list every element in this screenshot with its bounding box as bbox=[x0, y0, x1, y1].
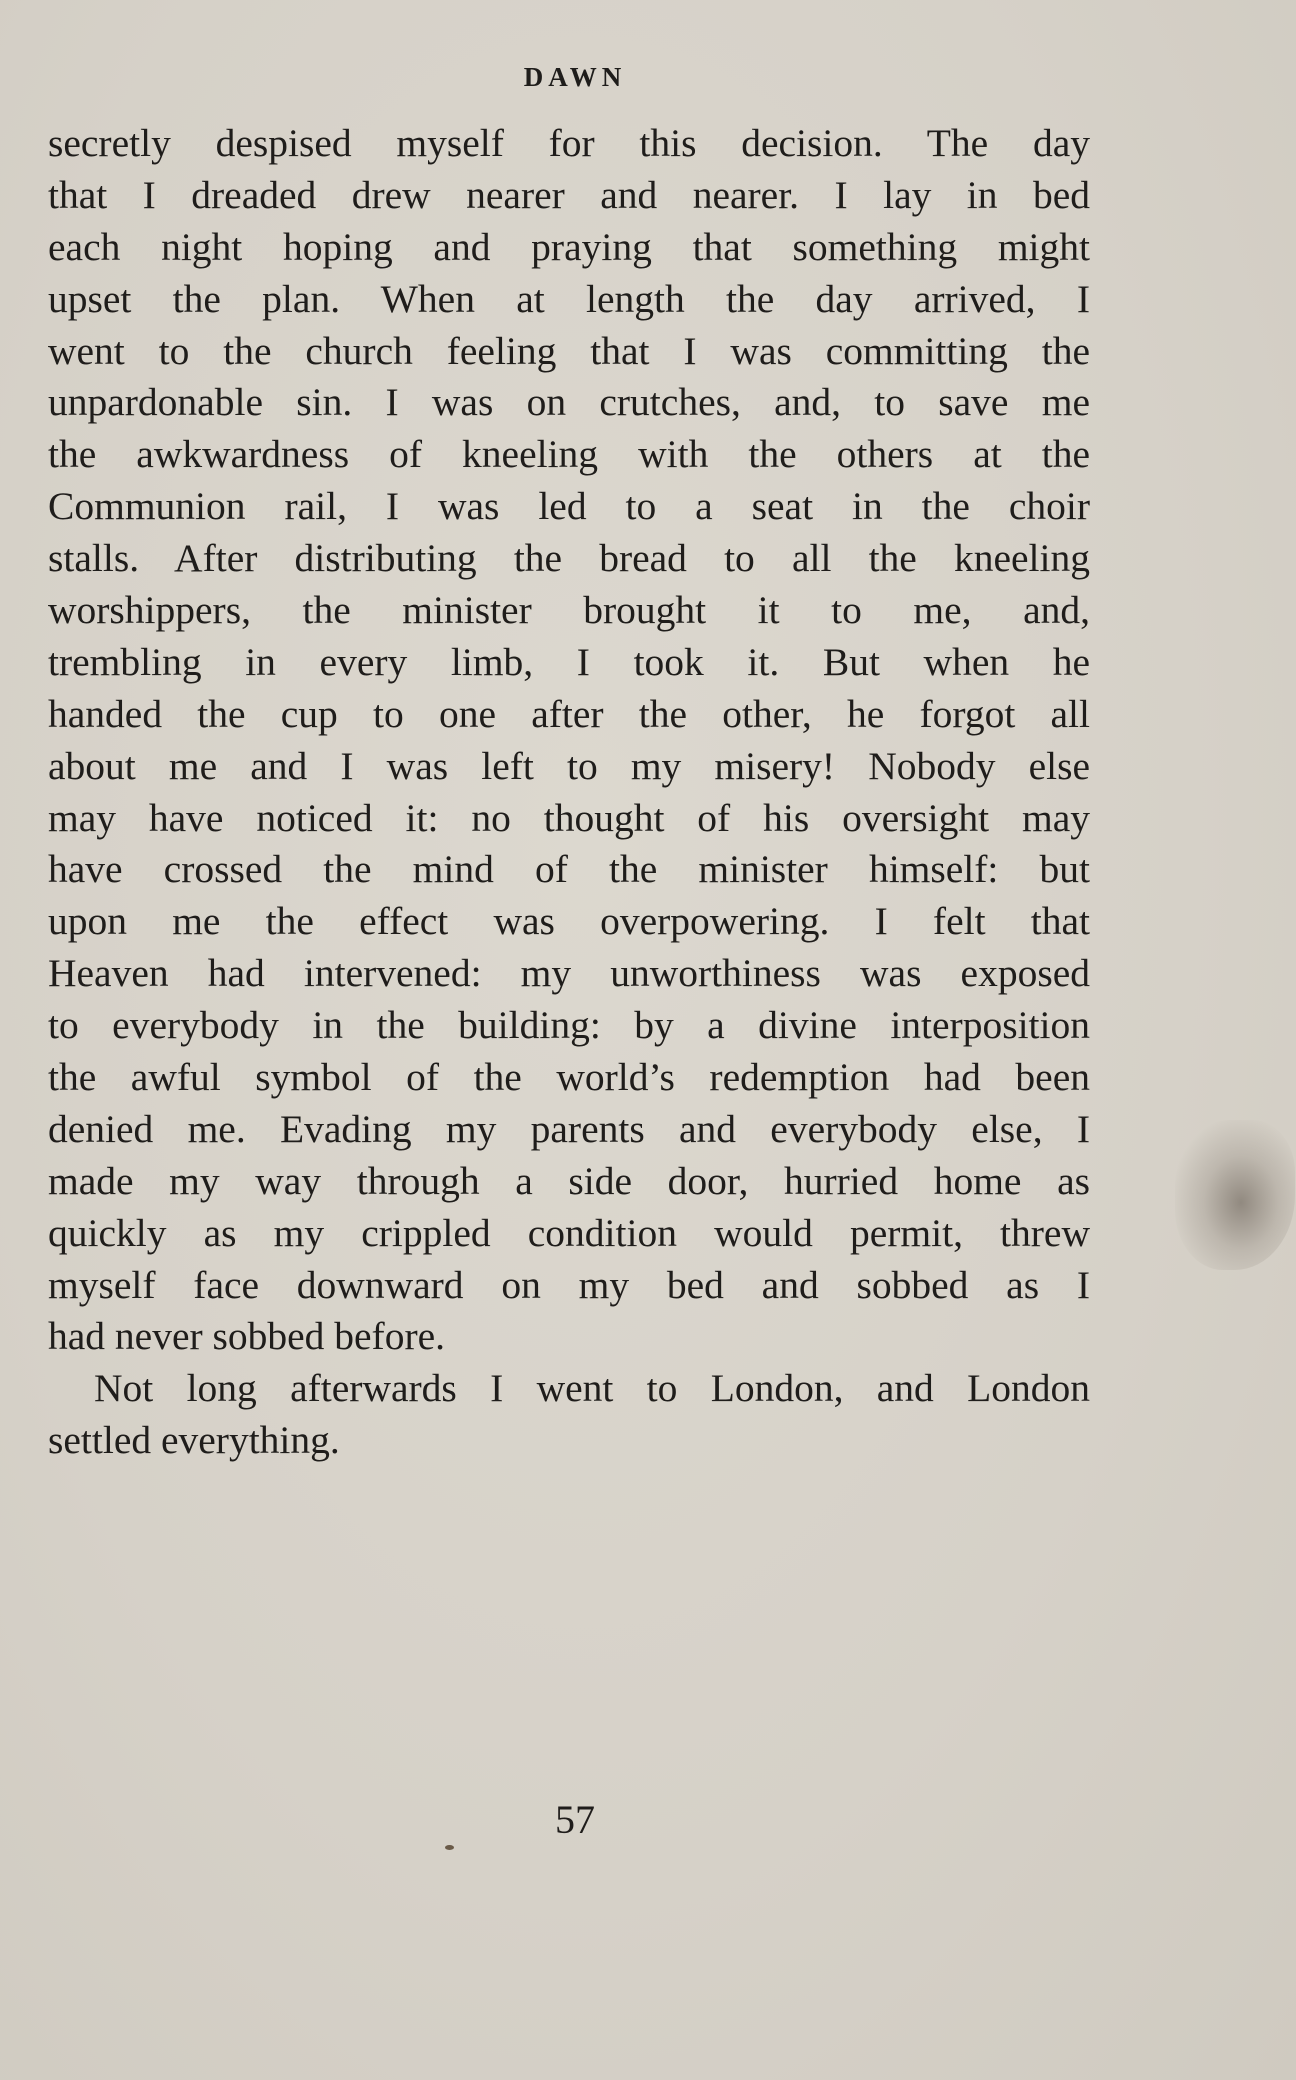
text-line: upon me the effect was overpowering. I felt that bbox=[48, 899, 1090, 944]
text-line: worshippers, the minister brought it to me, and, bbox=[48, 588, 1090, 633]
text-line: stalls. After distributing the bread to all the kneeling bbox=[48, 536, 1090, 581]
text-line: made my way through a side door, hurried home as bbox=[48, 1158, 1090, 1203]
text-line: denied me. Evading my parents and everybody else, I bbox=[48, 1106, 1090, 1151]
paper-speck bbox=[445, 1845, 454, 1850]
text-line: settled everything. bbox=[48, 1418, 340, 1463]
text-line: may have noticed it: no thought of his oversight may bbox=[48, 795, 1090, 840]
text-line: handed the cup to one after the other, he forgot all bbox=[48, 691, 1090, 736]
text-line: unpardonable sin. I was on crutches, and, to save me bbox=[48, 380, 1090, 425]
text-line: went to the church feeling that I was committing the bbox=[48, 328, 1090, 373]
text-line: Not long afterwards I went to London, and London bbox=[94, 1366, 1090, 1411]
text-line: secretly despised myself for this decision. The day bbox=[48, 121, 1090, 165]
text-line: to everybody in the building: by a divine interposition bbox=[48, 1003, 1090, 1048]
text-line: had never sobbed before. bbox=[48, 1314, 446, 1359]
paper-stain bbox=[1175, 1120, 1295, 1270]
text-line: Communion rail, I was led to a seat in the choir bbox=[48, 484, 1090, 529]
text-line: upset the plan. When at length the day arrived, I bbox=[48, 276, 1090, 321]
text-line: quickly as my crippled condition would permit, threw bbox=[48, 1210, 1090, 1255]
text-line: about me and I was left to my misery! Nobody else bbox=[48, 743, 1090, 788]
text-line: have crossed the mind of the minister himself: but bbox=[48, 847, 1090, 892]
text-line: myself face downward on my bed and sobbed as I bbox=[48, 1262, 1090, 1307]
text-line: the awful symbol of the world’s redemption had been bbox=[48, 1055, 1090, 1100]
text-line: the awkwardness of kneeling with the others at the bbox=[48, 432, 1090, 477]
text-line: each night hoping and praying that something might bbox=[48, 224, 1090, 269]
running-head: DAWN bbox=[523, 62, 627, 92]
body-text bbox=[48, 118, 1090, 1467]
text-line: that I dreaded drew nearer and nearer. I lay in bed bbox=[48, 172, 1090, 217]
text-line: Heaven had intervened: my unworthiness was exposed bbox=[48, 951, 1090, 996]
page-number: 57 bbox=[555, 1797, 595, 1842]
text-line: trembling in every limb, I took it. But when he bbox=[48, 639, 1090, 684]
